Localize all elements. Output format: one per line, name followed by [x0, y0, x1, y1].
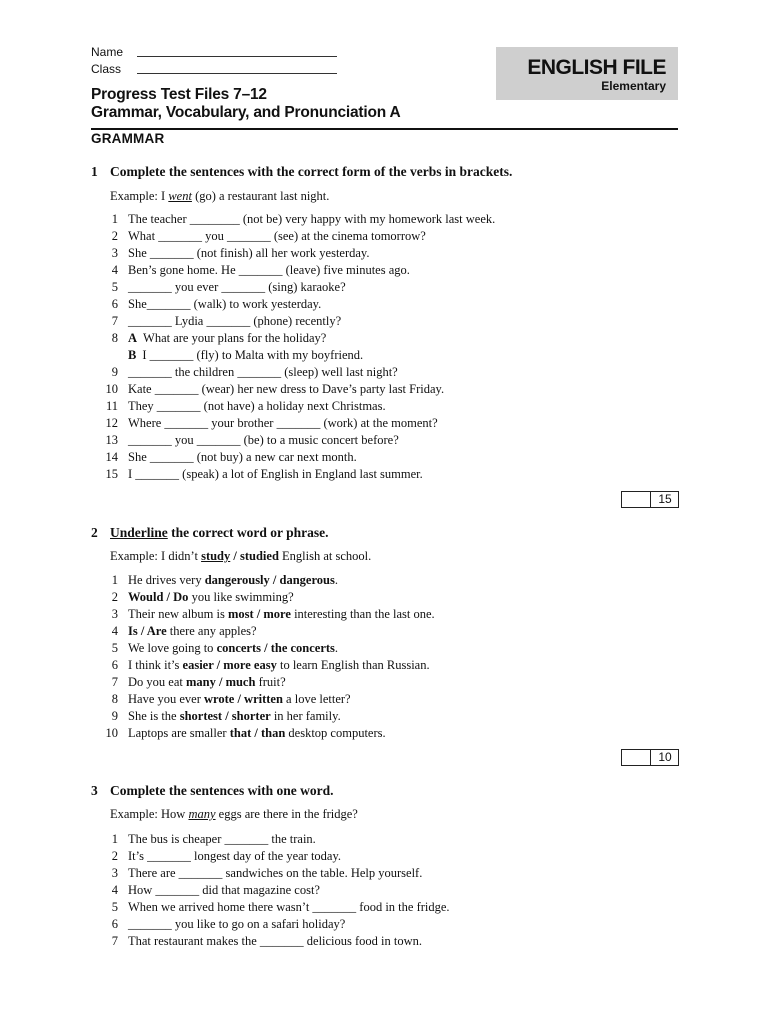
q3-item[interactable]	[96, 933, 450, 950]
q1-item[interactable]	[96, 262, 495, 279]
q3-item[interactable]	[96, 865, 450, 882]
q1-item[interactable]	[96, 415, 495, 432]
q3-item[interactable]	[96, 848, 450, 865]
q2-item-text-after: fruit?	[255, 675, 286, 689]
q1-item-text: The teacher ________ (not be) very happy with my homework last week.	[128, 212, 496, 226]
q1-item[interactable]	[96, 398, 495, 415]
q1-item-number: 6	[111, 297, 118, 311]
q1-item-text: Kate _______ (wear) her new dress to Dave’s party last Friday.	[128, 382, 445, 396]
q2-item[interactable]	[96, 708, 435, 725]
q1-item[interactable]	[96, 211, 495, 228]
q1-item-text: Where _______ your brother _______ (work) at the moment?	[128, 416, 438, 430]
q2-item-text-after: you like swimming?	[188, 590, 294, 604]
q1-item-text: They _______ (not have) a holiday next Christmas.	[128, 399, 386, 413]
q3-item-number: 4	[111, 883, 118, 897]
q2-example-answer: study	[201, 549, 231, 563]
q2-item-text-before: Laptops are smaller	[128, 726, 230, 740]
q2-example: Example: I didn’t study / studied English at school.	[110, 549, 372, 563]
q2-item[interactable]	[96, 572, 435, 589]
q1-item-number: 11	[105, 399, 118, 413]
q2-instruction: the correct word or phrase.	[167, 525, 329, 540]
q3-item-number: 7	[111, 934, 118, 948]
q1-item-text: _______ Lydia _______ (phone) recently?	[128, 314, 342, 328]
q2-number: 2	[91, 525, 98, 540]
name-label: Name	[91, 45, 124, 59]
q2-item-options[interactable]: easier / more easy	[182, 658, 277, 672]
q1-item[interactable]	[96, 330, 495, 347]
class-field[interactable]	[91, 62, 337, 76]
q1-item-text: She _______ (not finish) all her work yesterday.	[128, 246, 370, 260]
q2-item-text-before: He drives very	[128, 573, 205, 587]
q2-item-text-before: She is the	[128, 709, 180, 723]
test-subtitle: Grammar, Vocabulary, and Pronunciation A	[91, 104, 401, 121]
q3-item[interactable]	[96, 916, 450, 933]
q3-item-text: _______ you like to go on a safari holiday?	[128, 917, 346, 931]
q1-item-text: She_______ (walk) to work yesterday.	[128, 297, 322, 311]
q2-item[interactable]	[96, 623, 435, 640]
q1-item[interactable]	[96, 432, 495, 449]
q2-item-number: 4	[111, 624, 118, 638]
q1-item-text: What are your plans for the holiday?	[143, 331, 327, 345]
q2-item-text-before: I think it’s	[128, 658, 183, 672]
q2-item-text-after: .	[334, 573, 338, 587]
q1-item-number: 8	[111, 331, 118, 345]
brand-level: Elementary	[601, 79, 666, 93]
q2-item[interactable]	[96, 606, 435, 623]
q1-item[interactable]	[96, 296, 495, 313]
q3-item-text: There are _______ sandwiches on the table. Help yourself.	[128, 866, 423, 880]
q1-item-number: 4	[111, 263, 118, 277]
q1-score-total: 15	[650, 492, 679, 507]
q2-instruction-underlined: Underline	[110, 525, 168, 540]
class-label: Class	[91, 62, 122, 76]
q2-item-number: 7	[111, 675, 118, 689]
q1-example: Example: I went (go) a restaurant last night.	[110, 189, 330, 203]
q1-item-number: 3	[111, 246, 118, 260]
q1-item-speaker: A	[128, 331, 138, 345]
q1-item-number: 13	[105, 433, 118, 447]
q1-item-number: 1	[111, 212, 118, 226]
q1-list	[96, 211, 495, 483]
q2-item[interactable]	[96, 589, 435, 606]
q2-item-options[interactable]: dangerously / dangerous	[204, 573, 335, 587]
q3-item-text: The bus is cheaper _______ the train.	[128, 832, 316, 846]
q1-item-text: _______ you ever _______ (sing) karaoke?	[128, 280, 346, 294]
q1-item-text: I _______ (speak) a lot of English in England last summer.	[128, 467, 423, 481]
q3-item[interactable]	[96, 899, 450, 916]
q2-item-text-after: interesting than the last one.	[290, 607, 435, 621]
q1-item-number: 14	[105, 450, 118, 464]
class-line[interactable]	[137, 62, 337, 74]
q3-item-number: 2	[111, 849, 118, 863]
q2-item-options[interactable]: Would / Do	[128, 590, 189, 604]
q3-item-number: 3	[111, 866, 118, 880]
title-rule	[91, 128, 678, 130]
name-field[interactable]	[91, 45, 337, 59]
q1-item[interactable]	[96, 313, 495, 330]
q3-list	[96, 831, 450, 950]
q1-item[interactable]	[96, 449, 495, 466]
q1-item[interactable]	[96, 381, 495, 398]
q2-item-text-after: there any apples?	[166, 624, 257, 638]
q3-item[interactable]	[96, 831, 450, 848]
q2-item-text-after: to learn English than Russian.	[276, 658, 430, 672]
q2-item-text-after: .	[334, 641, 339, 655]
q2-score-box[interactable]	[621, 749, 679, 766]
q2-item-options[interactable]: many / much	[185, 675, 256, 689]
q1-item-number: 10	[105, 382, 118, 396]
q1-item-text: Ben’s gone home. He _______ (leave) five minutes ago.	[128, 263, 410, 277]
q2-item-text-after: in her family.	[270, 709, 341, 723]
q3-item-text: It’s _______ longest day of the year today.	[128, 849, 342, 863]
q2-item-number: 9	[111, 709, 118, 723]
brand-logo	[496, 47, 678, 100]
q3-heading	[91, 783, 333, 799]
q2-item-options[interactable]: wrote / written	[204, 692, 283, 706]
q3-item-number: 6	[111, 917, 118, 931]
q2-item-text-before: Their new album is	[128, 607, 228, 621]
q1-item[interactable]	[96, 466, 495, 483]
q2-item[interactable]	[96, 657, 435, 674]
q2-item[interactable]	[96, 691, 435, 708]
q1-item-number: 15	[105, 467, 118, 481]
q1-item-number: 12	[105, 416, 118, 430]
q3-item-text: That restaurant makes the _______ delicious food in town.	[128, 934, 423, 948]
q2-item-number: 5	[111, 641, 118, 655]
q2-item[interactable]	[96, 674, 435, 691]
q1-item-number: 7	[111, 314, 118, 328]
q2-item[interactable]	[96, 725, 435, 742]
q1-example-answer: went	[168, 189, 192, 203]
q1-item-text: I _______ (fly) to Malta with my boyfriend.	[142, 348, 364, 362]
q1-item[interactable]	[96, 279, 495, 296]
q1-item-text: She _______ (not buy) a new car next month.	[128, 450, 357, 464]
name-line[interactable]	[137, 45, 337, 57]
q2-item-number: 10	[105, 726, 118, 740]
brand-name: ENGLISH FILE	[527, 56, 666, 79]
q1-item-number: 2	[111, 229, 118, 243]
q1-instruction: Complete the sentences with the correct form of the verbs in brackets.	[110, 164, 513, 179]
q2-item-number: 2	[111, 590, 118, 604]
q2-heading	[91, 525, 328, 541]
q1-item[interactable]	[96, 228, 495, 245]
q2-item-text-before: Have you ever	[128, 692, 205, 706]
q1-number: 1	[91, 164, 98, 179]
q1-item-text: _______ the children _______ (sleep) well last night?	[128, 365, 398, 379]
q1-heading	[91, 164, 512, 180]
q2-item-options[interactable]: most / more	[227, 607, 291, 621]
section-title: GRAMMAR	[91, 131, 165, 146]
q1-item[interactable]	[96, 245, 495, 262]
q2-item[interactable]	[96, 640, 435, 657]
q2-score-total: 10	[650, 750, 679, 765]
q1-item-number: 5	[111, 280, 118, 294]
q3-item-text: When we arrived home there wasn’t _______ food in the fridge.	[128, 900, 450, 914]
q1-item[interactable]	[96, 364, 495, 381]
q1-item-number: 9	[111, 365, 118, 379]
q2-item-text-after: desktop computers.	[285, 726, 386, 740]
q2-item-text-before: We love going to	[128, 641, 217, 655]
q3-number: 3	[91, 783, 98, 798]
q3-item[interactable]	[96, 882, 450, 899]
q2-item-options[interactable]: Is / Are	[128, 624, 167, 638]
q3-item-number: 5	[111, 900, 118, 914]
q1-item-speaker: B	[128, 348, 137, 362]
q2-list	[96, 572, 435, 742]
q2-item-number: 8	[111, 692, 118, 706]
q2-item-number: 6	[111, 658, 118, 672]
q1-score-box[interactable]	[621, 491, 679, 508]
q3-example: Example: How many eggs are there in the fridge?	[110, 807, 358, 821]
q2-item-options[interactable]: concerts / the concerts	[216, 641, 335, 655]
q3-item-number: 1	[111, 832, 118, 846]
q3-example-answer: many	[188, 807, 216, 821]
test-title: Progress Test Files 7–12	[91, 86, 267, 103]
q1-item[interactable]	[96, 347, 495, 364]
q2-item-text-before: Do you eat	[128, 675, 186, 689]
q2-item-text-after: a love letter?	[282, 692, 351, 706]
q2-item-number: 3	[111, 607, 118, 621]
q3-instruction: Complete the sentences with one word.	[110, 783, 334, 798]
q1-item-text: What _______ you _______ (see) at the cinema tomorrow?	[128, 229, 426, 243]
q2-item-options[interactable]: that / than	[229, 726, 286, 740]
q2-item-options[interactable]: shortest / shorter	[179, 709, 271, 723]
q2-item-number: 1	[111, 573, 118, 587]
q1-item-text: _______ you _______ (be) to a music concert before?	[128, 433, 399, 447]
q3-item-text: How _______ did that magazine cost?	[128, 883, 320, 897]
